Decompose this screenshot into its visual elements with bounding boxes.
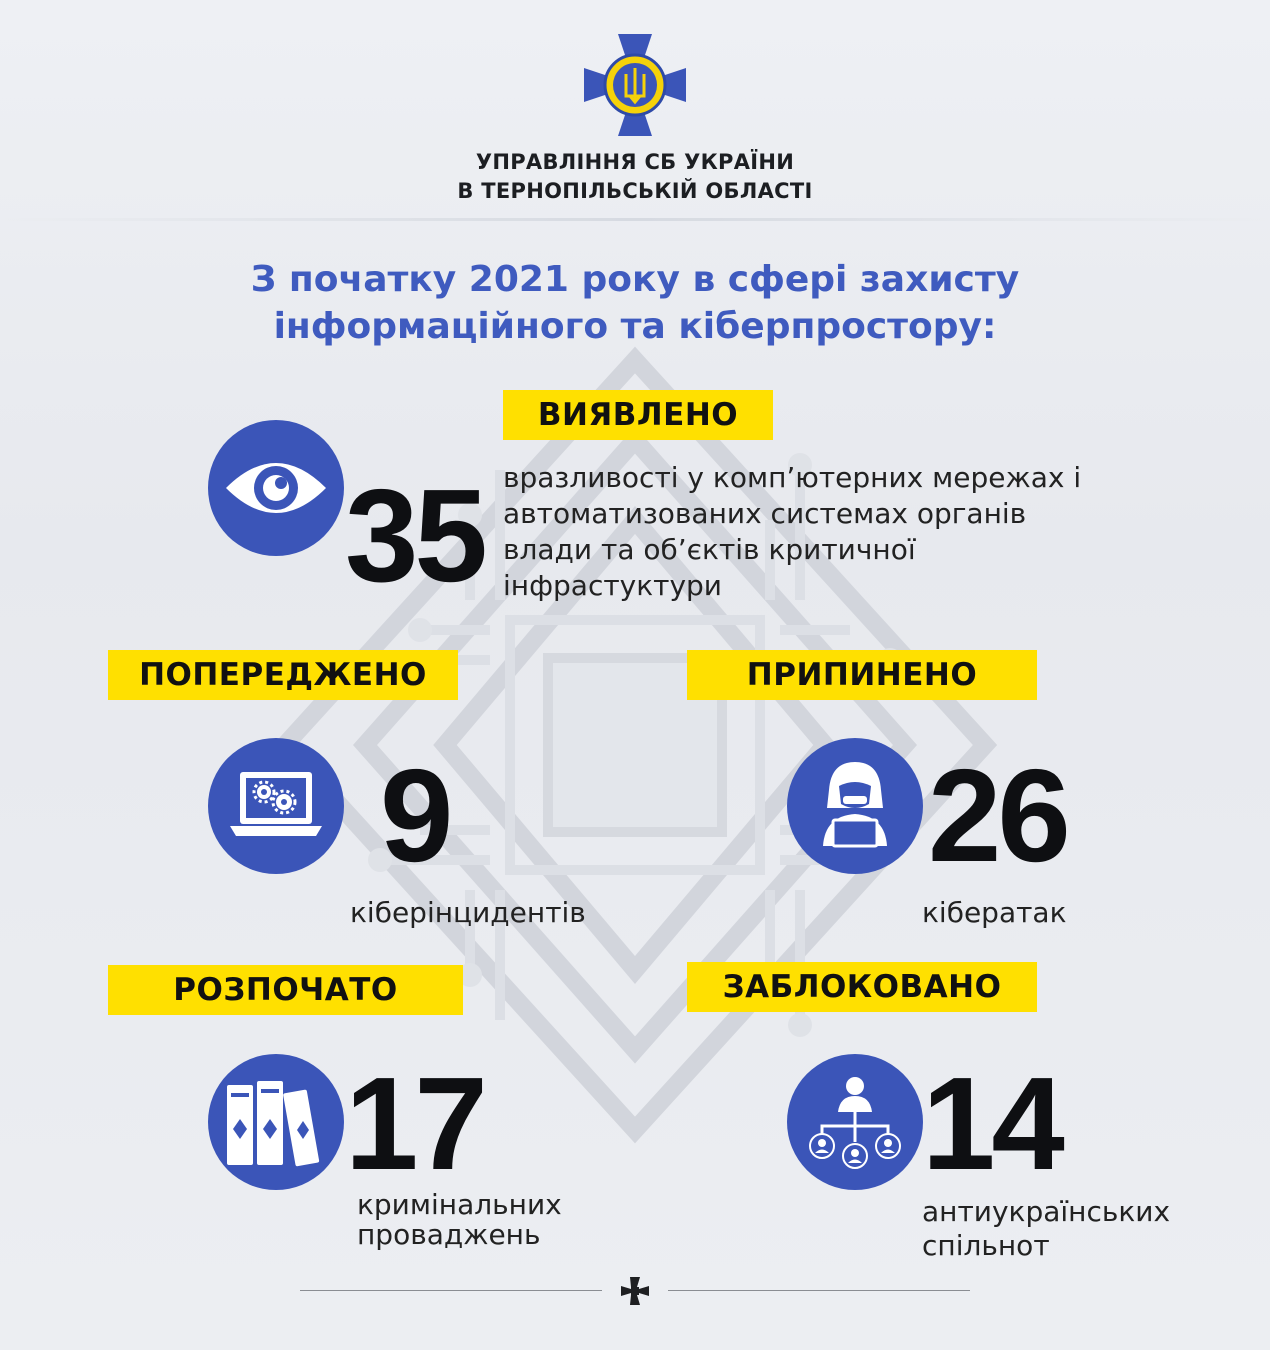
started-description-line: проваджень [357,1218,541,1251]
hacker-icon [805,756,905,856]
prevented-icon-circle [208,738,344,874]
started-number: 17 [345,1050,484,1197]
laptop-gears-icon [226,766,326,846]
prevented-badge: ПОПЕРЕДЖЕНО [108,650,458,700]
headline [0,256,1270,350]
stopped-badge: ПРИПИНЕНО [687,650,1037,700]
prevented-number: 9 [380,742,450,889]
started-description [357,1190,562,1250]
started-icon-circle [208,1054,344,1190]
detected-description [503,460,1203,604]
started-badge: РОЗПОЧАТО [108,965,463,1015]
headline-line1: З початку 2021 року в сфері захисту [250,259,1020,300]
cross-icon [620,1276,650,1306]
detected-description-line: вразливості у комп’ютерних мережах і [503,461,1082,494]
footer-line-left [300,1290,602,1291]
detected-description-line: влади та об’єктів критичної [503,533,916,566]
started-description-line: кримінальних [357,1188,562,1221]
case-files-icon [221,1077,331,1167]
prevented-description: кіберінцидентів [350,896,586,929]
organization-name-line1: УПРАВЛІННЯ СБ УКРАЇНИ [475,150,795,174]
detected-badge: ВИЯВЛЕНО [503,390,773,440]
stopped-icon-circle [787,738,923,874]
ssu-emblem-icon [580,30,690,140]
blocked-badge: ЗАБЛОКОВАНО [687,962,1037,1012]
detected-description-line: інфрастуктури [503,569,722,602]
organization-name-line2: В ТЕРНОПІЛЬСЬКІЙ ОБЛАСТІ [457,179,813,203]
detected-description-line: автоматизованих системах органів [503,497,1027,530]
eye-icon [221,453,331,523]
blocked-description-line: антиукраїнських [922,1195,1171,1228]
header-divider [0,218,1270,221]
stopped-description: кібератак [922,896,1067,929]
footer-line-right [668,1290,970,1291]
blocked-icon-circle [787,1054,923,1190]
organization-name [0,148,1270,206]
headline-line2: інформаційного та кіберпростору: [273,306,997,347]
blocked-description [922,1195,1170,1263]
detected-icon-circle [208,420,344,556]
network-users-icon [800,1072,910,1172]
blocked-number: 14 [922,1050,1061,1197]
blocked-description-line: спільнот [922,1229,1050,1262]
detected-number: 35 [345,462,484,609]
stopped-number: 26 [928,742,1067,889]
